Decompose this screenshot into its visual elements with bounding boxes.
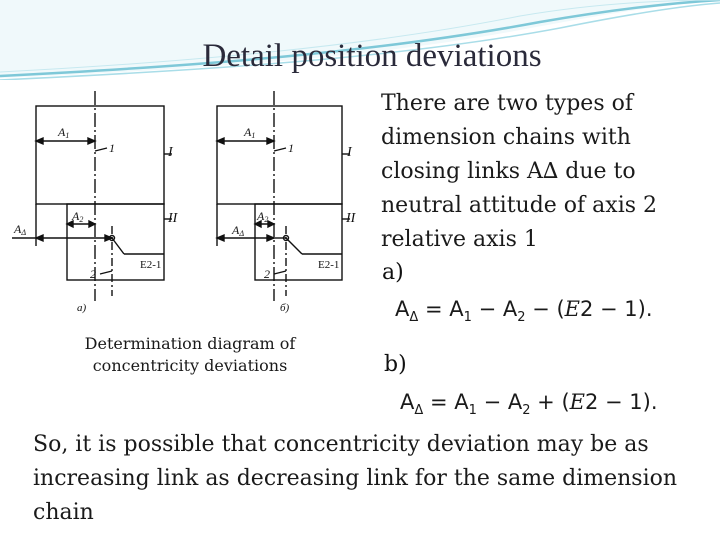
left-e-label: E2-1: [140, 259, 162, 271]
formula-b: $A_\Delta = A_1 - A_2 + (E2 - 1)$.: [400, 390, 658, 419]
concentricity-diagram: [12, 86, 372, 316]
diagram-caption: Determination diagram of concentricity deviations: [84, 334, 296, 375]
right-arrow: [217, 138, 224, 144]
left-a2-label: A2: [72, 209, 84, 224]
left-arrow: [88, 138, 95, 144]
right-ecc-line: [286, 238, 302, 254]
right-roman2-label: II: [346, 211, 356, 226]
left-arrow: [36, 235, 43, 241]
right-roman1-label: I: [347, 145, 352, 160]
right-large-block: [217, 106, 342, 204]
right-leader-2: [274, 271, 286, 274]
left-leader-1: [95, 148, 107, 151]
left-adelta-label: AΔ: [14, 222, 27, 237]
left-leader-2: [100, 271, 112, 274]
slide-title: Detail position deviations: [202, 38, 542, 74]
left-roman2-label: II: [168, 211, 178, 226]
left-axis1-label: 1: [109, 141, 115, 155]
right-arrow: [267, 138, 274, 144]
case-b-label: b): [384, 352, 407, 377]
right-axis1-label: 1: [288, 141, 294, 155]
left-sub-label: a): [77, 302, 87, 314]
case-a-label: a): [382, 260, 404, 285]
right-e-label: E2-1: [318, 259, 340, 271]
left-axis2-label: 2: [90, 267, 96, 281]
right-arrow: [267, 235, 274, 241]
right-leader-1: [274, 148, 286, 151]
intro-paragraph: There are two types of dimension chains with closing links A∆ due to neutral attitude of axis 2 relative axis 1: [381, 91, 658, 252]
diagram-left: [12, 91, 179, 314]
left-arrow: [36, 138, 43, 144]
diagram-right: [217, 91, 357, 314]
left-roman1-label: I: [168, 145, 173, 160]
right-sub-label: б): [280, 302, 290, 314]
right-arrow: [217, 235, 224, 241]
left-ecc-line: [112, 238, 124, 254]
left-large-block: [36, 106, 164, 204]
right-arrow: [268, 221, 274, 227]
formula-a: $A_\Delta = A_1 - A_2 - (E2 - 1)$.: [395, 297, 653, 326]
left-arrow: [89, 221, 95, 227]
right-adelta-label: AΔ: [232, 223, 245, 238]
right-a1-label: A1: [244, 125, 256, 140]
right-a2-label: A2: [257, 209, 269, 224]
conclusion-paragraph: So, it is possible that concentricity deviation may be as increasing link as decreasing link for the same dimension chain: [33, 432, 678, 525]
left-a1-label: A1: [58, 125, 70, 140]
right-axis2-label: 2: [264, 267, 270, 281]
